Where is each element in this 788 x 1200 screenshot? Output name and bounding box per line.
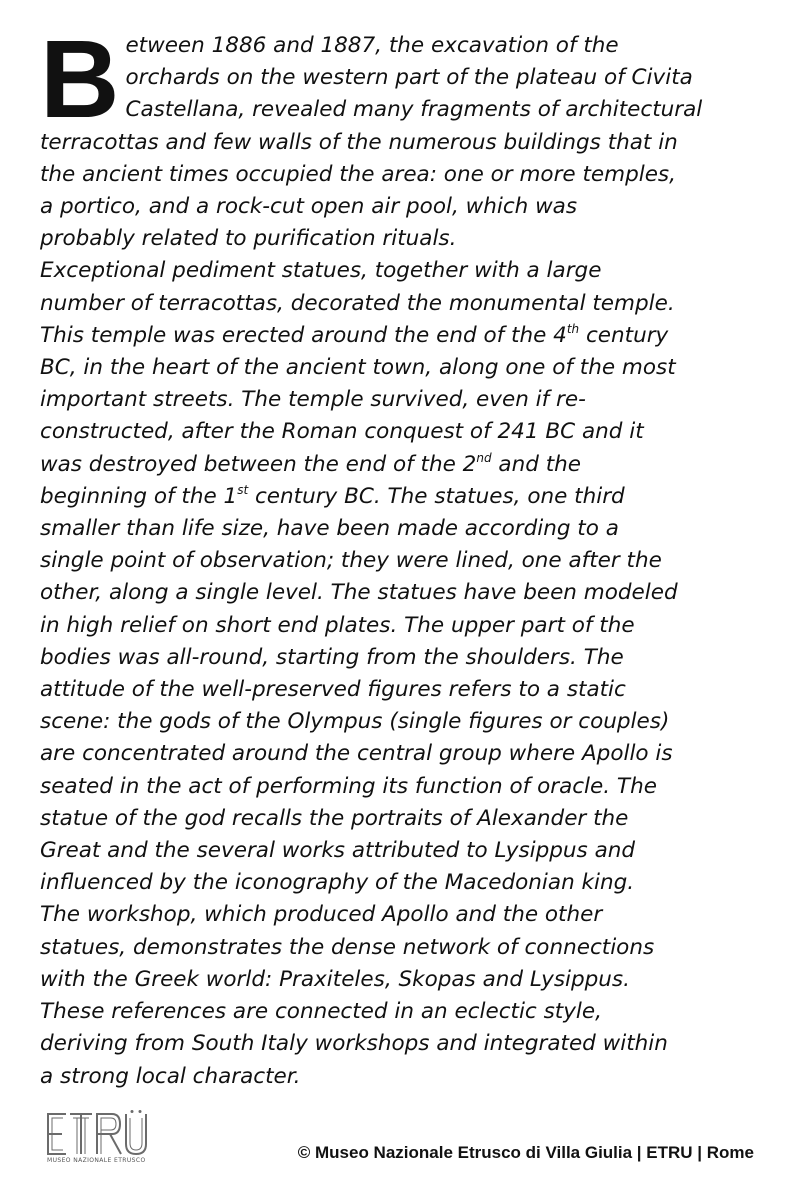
text-line: influenced by the iconography of the Macedonian king. bbox=[40, 870, 635, 896]
text-line: important streets. The temple survived, even if re- bbox=[40, 387, 586, 413]
text-line: a portico, and a rock-cut open air pool, which was bbox=[40, 194, 578, 220]
text-line: seated in the act of performing its function of oracle. The bbox=[40, 773, 657, 799]
drop-cap: B bbox=[40, 18, 120, 141]
text-line: orchards on the western part of the plateau of Civita bbox=[125, 65, 693, 91]
text-line: bodies was all-round, starting from the shoulders. The bbox=[40, 644, 624, 670]
text-line: BC, in the heart of the ancient town, along one of the most bbox=[40, 355, 676, 381]
text-line: in high relief on short end plates. The upper part of the bbox=[40, 612, 635, 638]
text-line: statues, demonstrates the dense network of connections bbox=[40, 934, 655, 960]
text-line: number of terracottas, decorated the monumental temple. bbox=[40, 290, 675, 316]
logo-subtitle: MUSEO NAZIONALE ETRUSCO bbox=[47, 1157, 146, 1164]
text-line: etween 1886 and 1887, the excavation of the bbox=[125, 33, 619, 58]
text-line: smaller than life size, have been made according to a bbox=[40, 516, 619, 542]
text-line: single point of observation; they were lined, one after the bbox=[40, 548, 662, 574]
text-line: constructed, after the Roman conquest of 241 BC and it bbox=[40, 419, 644, 445]
text-line: a strong local character. bbox=[40, 1063, 301, 1089]
text-line: deriving from South Italy workshops and integrated within bbox=[40, 1031, 668, 1057]
text-line: beginning of the 1st century BC. The statues, one third bbox=[40, 482, 625, 509]
text-line: scene: the gods of the Olympus (single figures or couples) bbox=[40, 709, 670, 735]
text-line: Castellana, revealed many fragments of architectural bbox=[125, 97, 703, 123]
text-line: are concentrated around the central group where Apollo is bbox=[40, 741, 673, 767]
description-text bbox=[40, 18, 760, 1093]
text-line: statue of the god recalls the portraits of Alexander the bbox=[40, 805, 629, 831]
text-line: with the Greek world: Praxiteles, Skopas and Lysippus. bbox=[40, 966, 630, 992]
text-line: was destroyed between the end of the 2nd and the bbox=[40, 450, 581, 477]
text-line: terracottas and few walls of the numerous buildings that in bbox=[40, 129, 678, 155]
text-line: other, along a single level. The statues have been modeled bbox=[40, 580, 678, 606]
text-line: The workshop, which produced Apollo and the other bbox=[40, 902, 603, 928]
text-line: the ancient times occupied the area: one or more temples, bbox=[40, 161, 676, 187]
text-line: Exceptional pediment statues, together with a large bbox=[40, 258, 602, 284]
text-line: This temple was erected around the end of the 4th century bbox=[40, 321, 669, 348]
copyright-credit: © Museo Nazionale Etrusco di Villa Giulia | ETRU | Rome bbox=[297, 1143, 754, 1162]
text-line: These references are connected in an eclectic style, bbox=[40, 999, 602, 1025]
text-line: Great and the several works attributed to Lysippus and bbox=[40, 838, 636, 864]
text-line: attitude of the well-preserved figures refers to a static bbox=[40, 677, 626, 703]
text-line: probably related to purification rituals. bbox=[40, 226, 457, 252]
